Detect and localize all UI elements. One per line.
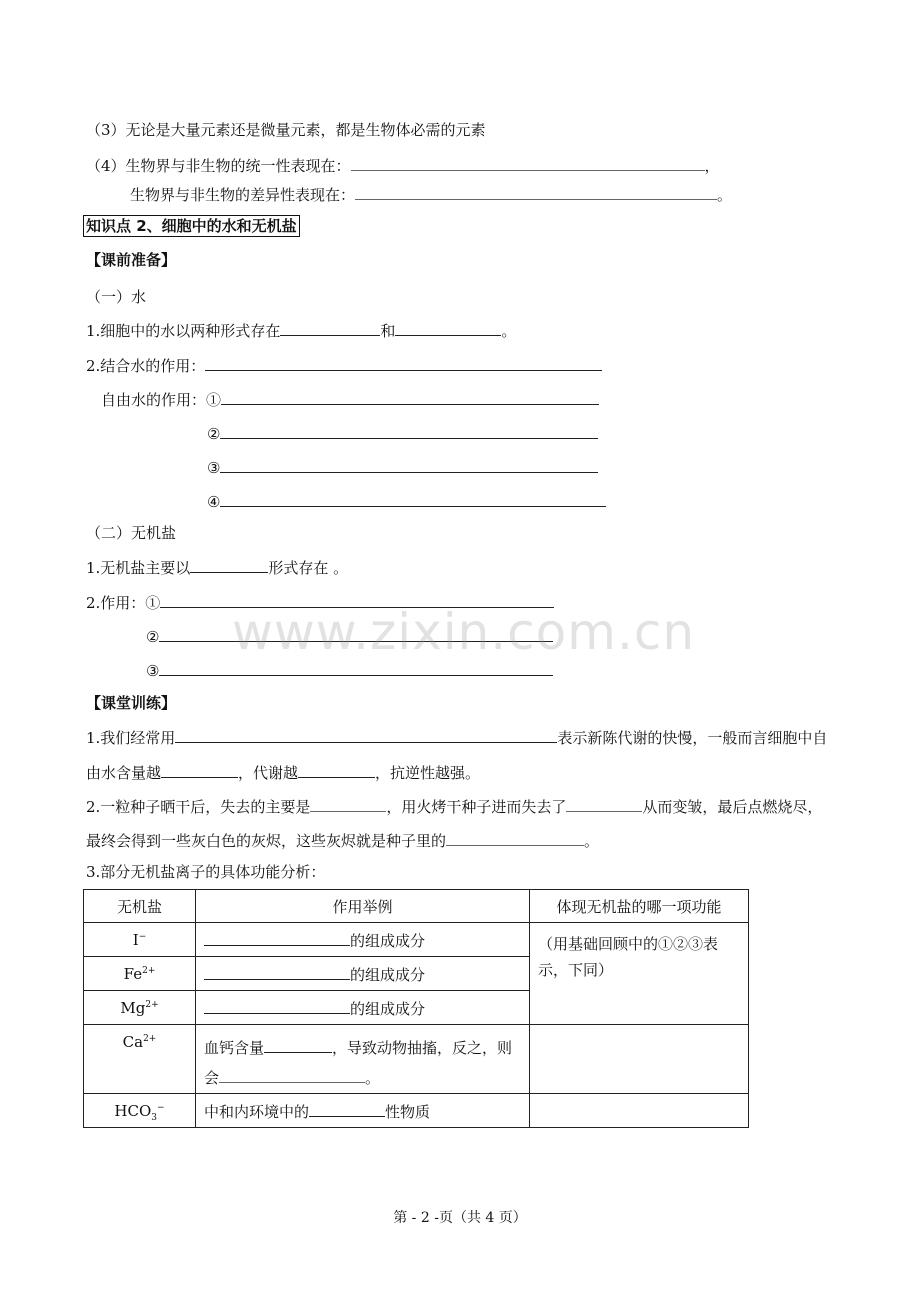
header-function: 体现无机盐的哪一项功能	[530, 890, 749, 923]
iron-blank[interactable]	[204, 963, 350, 980]
free-water-4: ④	[207, 490, 606, 512]
train-q3: 3.部分无机盐离子的具体功能分析：	[86, 863, 326, 881]
page-footer: 第 - 2 -页（共 4 页）	[393, 1210, 527, 1226]
lost-bound-water-blank[interactable]	[566, 795, 642, 812]
free-water-blank-3[interactable]	[220, 456, 598, 473]
train-q1-line1: 1.我们经常用 表示新陈代谢的快慢，一般而言细胞中自	[86, 726, 827, 748]
example-cell: 的组成成分	[196, 923, 530, 957]
salt-function-blank-3[interactable]	[159, 659, 553, 676]
point-4-unity-line: （4）生物界与非生物的统一性表现在： ，	[86, 154, 720, 176]
difference-blank[interactable]	[355, 183, 717, 200]
example-cell: 的组成成分	[196, 991, 530, 1025]
metabolism-indicator-blank[interactable]	[175, 726, 557, 743]
section-2-title: 知识点 2、细胞中的水和无机盐	[83, 216, 300, 236]
salt-header: （二）无机盐	[86, 524, 177, 542]
table-row	[84, 923, 749, 957]
salt-q1: 1.无机盐主要以 形式存在 。	[86, 556, 348, 578]
bicarbonate-blank[interactable]	[309, 1100, 385, 1117]
table-row	[84, 1025, 749, 1094]
ash-substance-blank[interactable]	[446, 829, 584, 846]
bound-water-blank[interactable]	[205, 354, 602, 371]
salt-q2-3: ③	[146, 659, 553, 681]
train-q2-line1: 2.一粒种子晒干后，失去的主要是 ，用火烤干种子进而失去了 从而变皱，最后点燃烧尽，	[86, 795, 822, 817]
free-water-2: ②	[207, 422, 598, 444]
point-3-text: （3）无论是大量元素还是微量元素，都是生物体必需的元素	[86, 121, 486, 139]
function-note-cell: （用基础回顾中的①②③表示，下同）	[530, 923, 749, 1025]
salt-q2-1: 2.作用：①	[86, 591, 554, 613]
iodine-blank[interactable]	[204, 929, 350, 946]
inorganic-salt-table	[83, 889, 749, 1128]
point-4-difference-line: 生物界与非生物的差异性表现在： 。	[130, 183, 732, 205]
header-example: 作用举例	[196, 890, 530, 923]
free-water-1: 自由水的作用：①	[101, 388, 599, 410]
function-cell[interactable]	[530, 1094, 749, 1128]
water-header: （一）水	[86, 288, 147, 306]
ion-cell: $Mg^{2+}$	[84, 991, 196, 1025]
water-q2: 2.结合水的作用：	[86, 354, 602, 376]
magnesium-blank[interactable]	[204, 997, 350, 1014]
salt-q2-2: ②	[146, 625, 553, 647]
train-q1-line2: 由水含量越 ，代谢越 ，抗逆性越强。	[86, 761, 480, 783]
lost-water-blank[interactable]	[310, 795, 386, 812]
calcium-low-blank[interactable]	[264, 1036, 332, 1053]
train-header: 【课堂训练】	[86, 694, 177, 712]
prep-header: 【课前准备】	[86, 251, 177, 269]
water-q1: 1.细胞中的水以两种形式存在 和 。	[86, 319, 516, 341]
table-header-row	[84, 890, 749, 923]
water-form-blank-2[interactable]	[395, 319, 501, 336]
ion-cell: $Fe^{2+}$	[84, 957, 196, 991]
example-cell: 的组成成分	[196, 957, 530, 991]
free-water-content-blank[interactable]	[161, 761, 238, 778]
unity-blank[interactable]	[351, 154, 705, 171]
free-water-blank-1[interactable]	[221, 388, 599, 405]
table-row	[84, 1094, 749, 1128]
salt-form-blank[interactable]	[190, 556, 268, 573]
ion-cell: $Ca^{2+}$	[84, 1025, 196, 1094]
function-cell[interactable]	[530, 1025, 749, 1094]
ion-cell: $HCO_3^-$	[84, 1094, 196, 1128]
watermark: www.zixin.com.cn	[232, 603, 696, 661]
example-cell: 中和内环境中的 性物质	[196, 1094, 530, 1128]
calcium-high-blank[interactable]	[219, 1066, 365, 1083]
example-cell: 血钙含量 ，导致动物抽搐，反之，则 会 。	[196, 1025, 530, 1094]
free-water-blank-2[interactable]	[220, 422, 598, 439]
train-q2-line2: 最终会得到一些灰白色的灰烬，这些灰烬就是种子里的 。	[86, 829, 599, 851]
header-ion: 无机盐	[84, 890, 196, 923]
free-water-blank-4[interactable]	[220, 490, 606, 507]
metabolism-rate-blank[interactable]	[298, 761, 375, 778]
ion-cell: I−	[84, 923, 196, 957]
free-water-3: ③	[207, 456, 598, 478]
water-form-blank-1[interactable]	[280, 319, 380, 336]
